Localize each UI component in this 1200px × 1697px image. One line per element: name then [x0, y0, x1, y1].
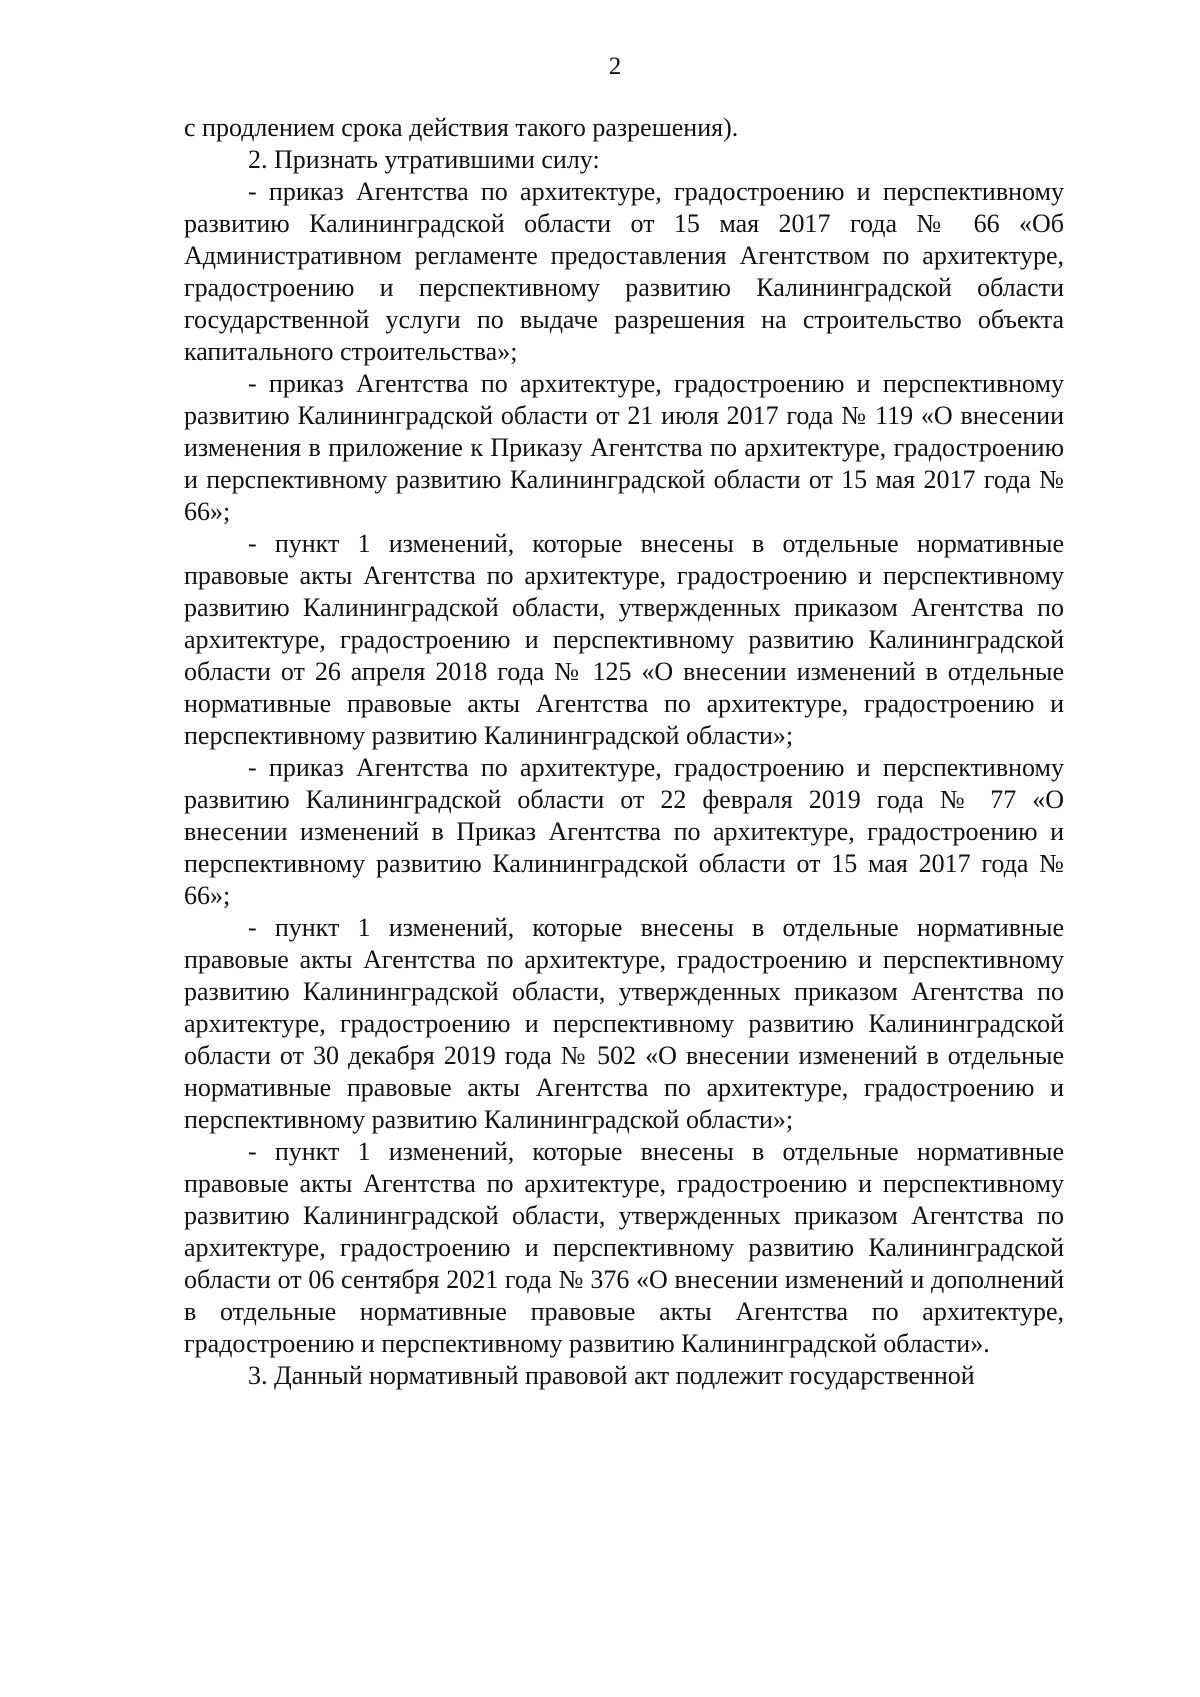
- paragraph-repealed-order-119: - приказ Агентства по архитектуре, градостроению и перспективному развитию Калининградской области от 21 июля 2017 года № 119 «О внесении изменения в приложение к Приказу Агентства по архитектуре, градостроению и перспективному развитию Калининградской области от 15 мая 2017 года № 66»;: [184, 369, 1064, 526]
- paragraph-repealed-order-66: - приказ Агентства по архитектуре, градостроению и перспективному развитию Калининградской области от 15 мая 2017 года № 66 «Об Административном регламенте предоставления Агентством по архитектуре, градостроению и перспективному развитию Калининградской области государственной услуги по выдаче разрешения на строительство объекта капитального строительства»;: [184, 177, 1064, 366]
- paragraph-repealed-order-125: - пункт 1 изменений, которые внесены в отдельные нормативные правовые акты Агентства по архитектуре, градостроению и перспективному развитию Калининградской области, утвержденных приказом Агентства по архитектуре, градостроению и перспективному развитию Калининградской области от 26 апреля 2018 года № 125 «О внесении изменений в отдельные нормативные правовые акты Агентства по архитектуре, градостроению и перспективному развитию Калининградской области»;: [184, 529, 1064, 750]
- paragraph-repealed-order-376: - пункт 1 изменений, которые внесены в отдельные нормативные правовые акты Агентства по архитектуре, градостроению и перспективному развитию Калининградской области, утвержденных приказом Агентства по архитектуре, градостроению и перспективному развитию Калининградской области от 06 сентября 2021 года № 376 «О внесении изменений и дополнений в отдельные нормативные правовые акты Агентства по архитектуре, градостроению и перспективному развитию Калининградской области».: [184, 1137, 1064, 1358]
- paragraph-item-3: 3. Данный нормативный правовой акт подлежит государственной: [248, 1361, 975, 1390]
- paragraph-repealed-order-77: - приказ Агентства по архитектуре, градостроению и перспективному развитию Калининградской области от 22 февраля 2019 года № 77 «О внесении изменений в Приказ Агентства по архитектуре, градостроению и перспективному развитию Калининградской области от 15 мая 2017 года № 66»;: [184, 753, 1064, 910]
- document-body: [184, 112, 1064, 1392]
- paragraph-continuation: с продлением срока действия такого разрешения).: [184, 113, 739, 142]
- page-number: 2: [608, 53, 622, 80]
- paragraph-item-2-heading: 2. Признать утратившими силу:: [248, 145, 600, 174]
- paragraph-repealed-order-502: - пункт 1 изменений, которые внесены в отдельные нормативные правовые акты Агентства по архитектуре, градостроению и перспективному развитию Калининградской области, утвержденных приказом Агентства по архитектуре, градостроению и перспективному развитию Калининградской области от 30 декабря 2019 года № 502 «О внесении изменений в отдельные нормативные правовые акты Агентства по архитектуре, градостроению и перспективному развитию Калининградской области»;: [184, 913, 1064, 1134]
